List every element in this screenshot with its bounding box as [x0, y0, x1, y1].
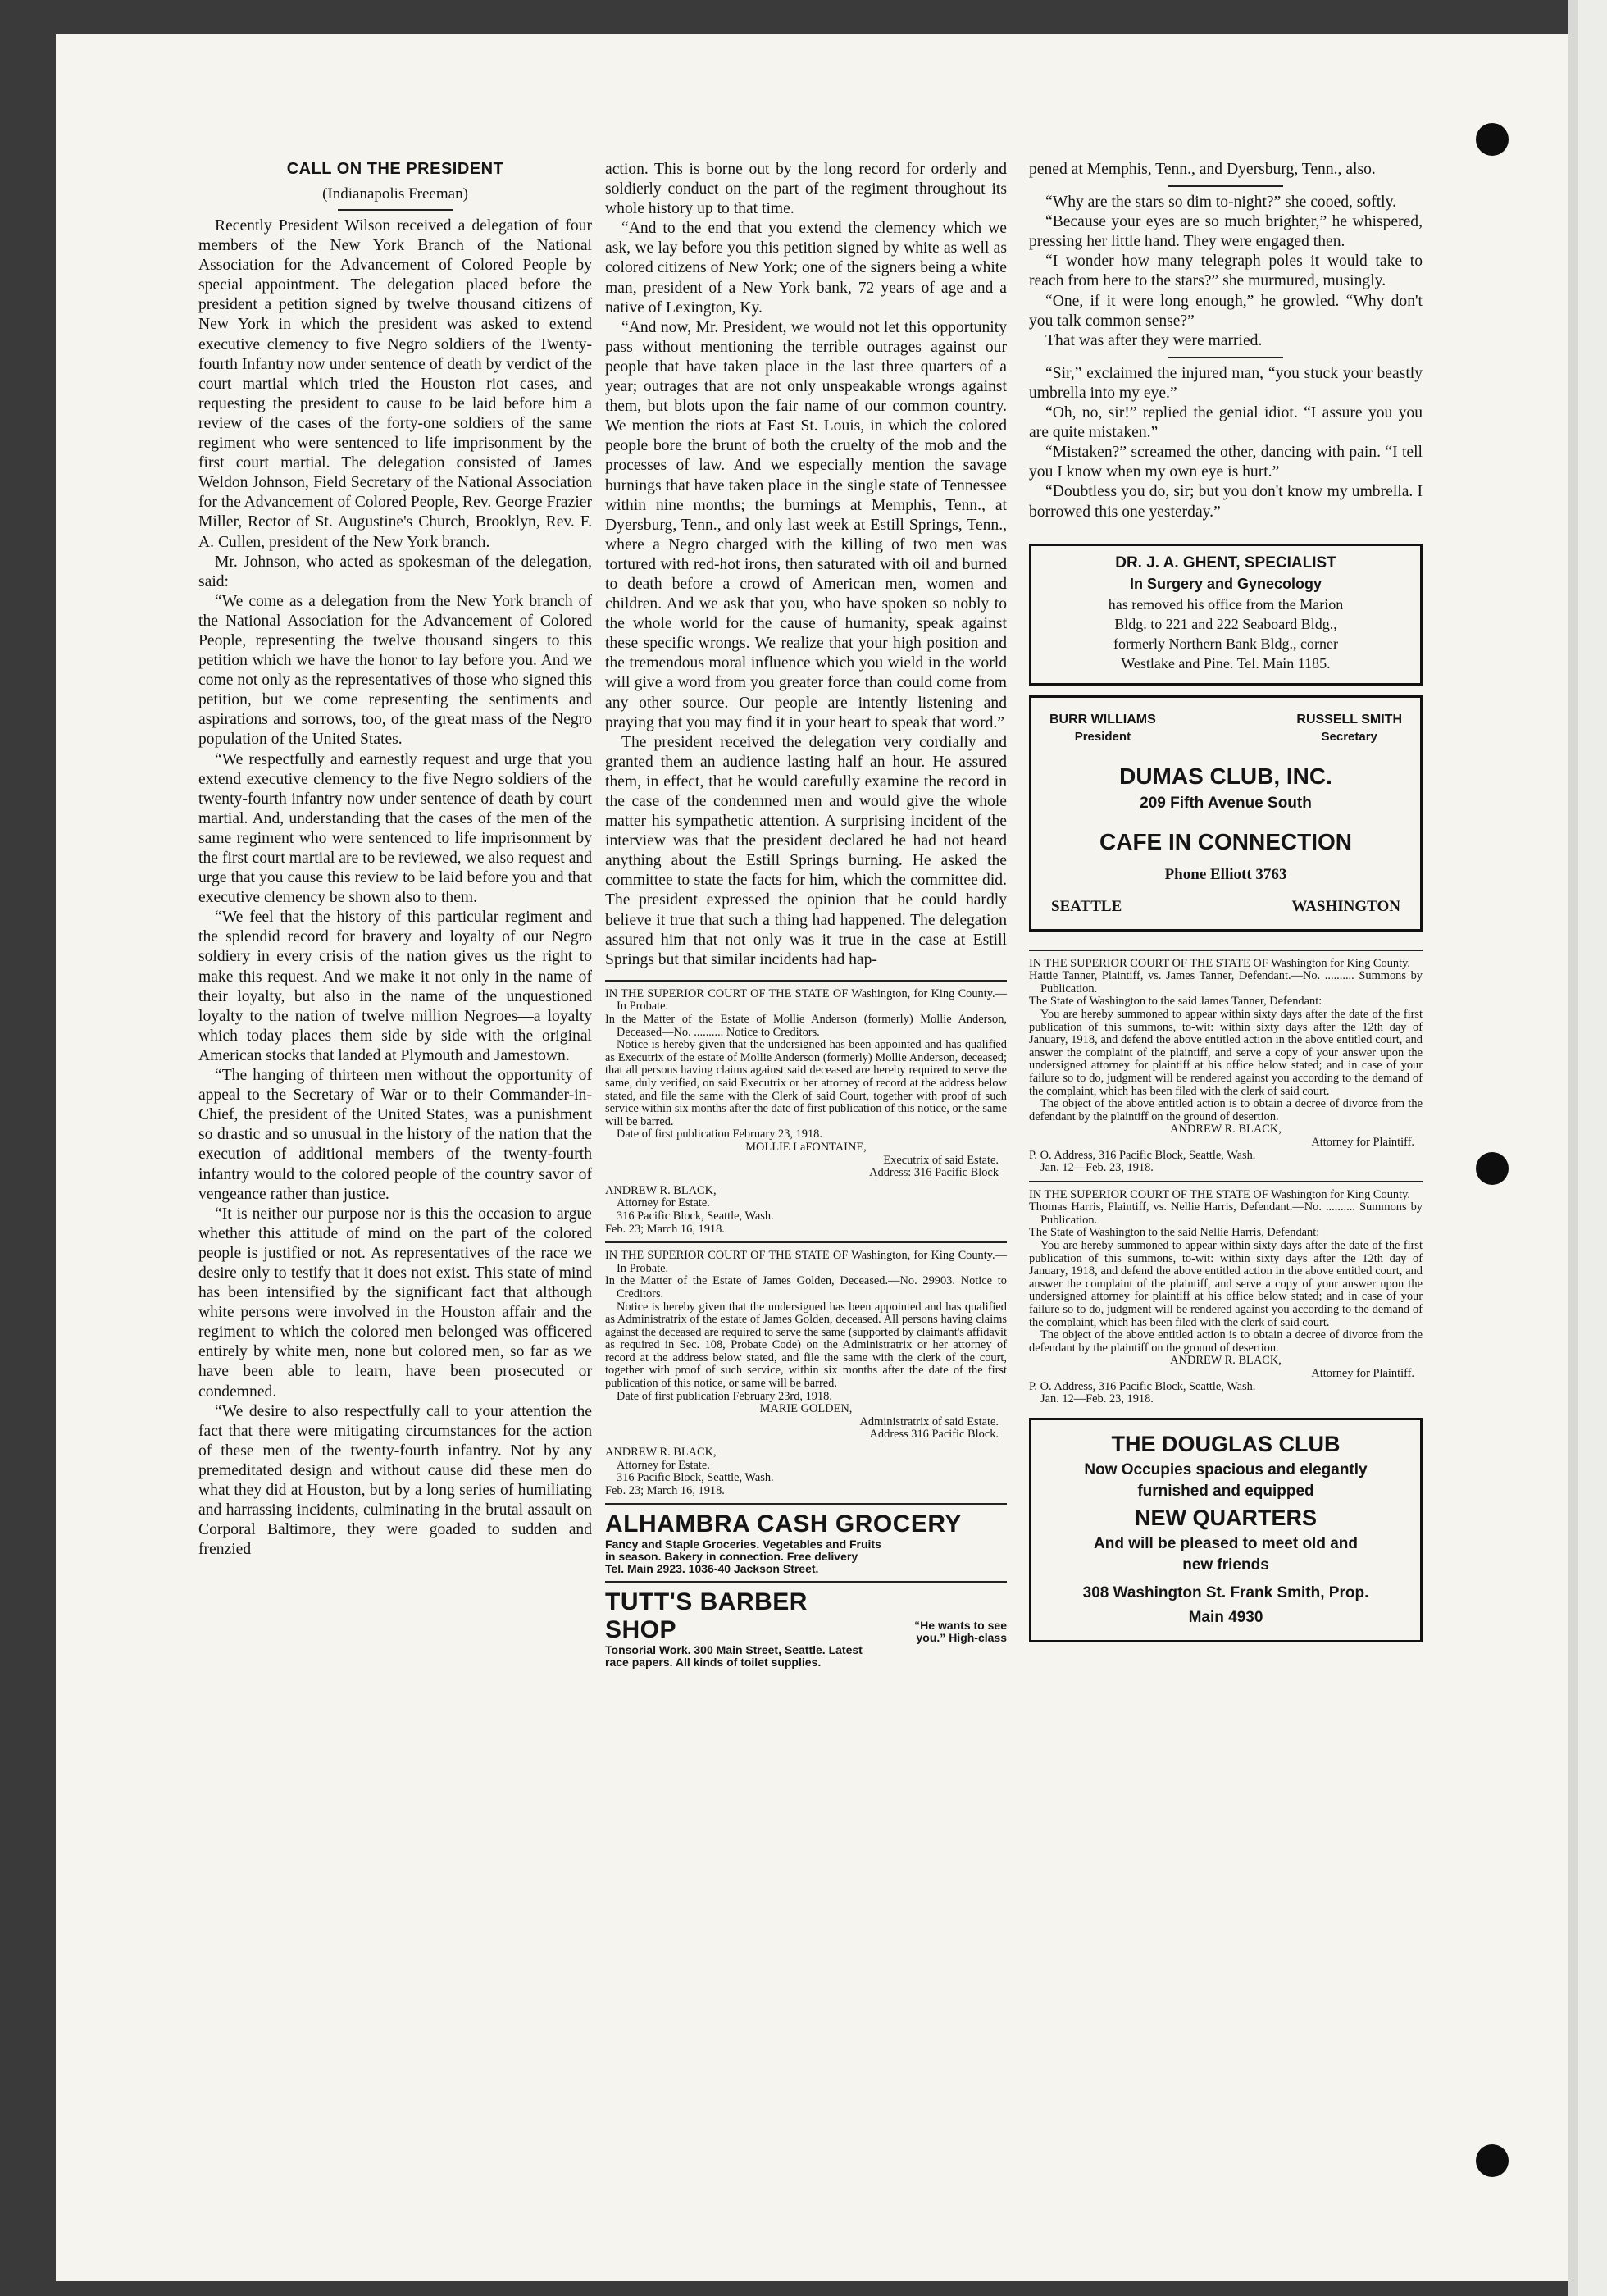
notice-po-address: P. O. Address, 316 Pacific Block, Seattle, Wash. — [1029, 1379, 1256, 1393]
notice-heading: IN THE SUPERIOR COURT OF THE STATE OF Washington for King County. — [1029, 956, 1410, 970]
notice-signer-role: Administratrix of said Estate. — [859, 1414, 999, 1428]
notice-signer: MOLLIE LaFONTAINE, — [745, 1140, 867, 1154]
ad-ghent-line: formerly Northern Bank Bldg., corner — [1113, 635, 1338, 652]
notice-attorney-role: Attorney for Plaintiff. — [1311, 1367, 1414, 1380]
notice-run-dates: Jan. 12—Feb. 23, 1918. — [1040, 1392, 1154, 1406]
notice-signer-role: Executrix of said Estate. — [883, 1153, 999, 1167]
divider — [1168, 185, 1283, 187]
ad-alhambra-line: Tel. Main 2923. 1036-40 Jackson Street. — [605, 1562, 819, 1576]
notice-parties: Thomas Harris, Plaintiff, vs. Nellie Harris, Defendant.—No. .......... Summons by Publication. — [1029, 1200, 1423, 1227]
notice-run-dates: Feb. 23; March 16, 1918. — [605, 1222, 725, 1236]
ad-alhambra-grocery — [605, 1510, 1007, 1575]
notice-date: Date of first publication February 23, 1918. — [617, 1128, 822, 1141]
ad-tutts-barber-shop — [605, 1588, 1007, 1669]
notice-body: You are hereby summoned to appear within sixty days after the date of the first publication of this summons, to-wit: within sixty days after the 12th day of January, 1918, and defend the above entitled action in the above entitled court, and answer the complaint of the plaintiff, and serve a copy of your answer upon the undersigned attorney for plaintiff at his office below stated; and in case of your failure so to do, judgment will be rendered against you according to the demand of the complaint, which has been filed with the clerk of said court. — [1029, 1007, 1423, 1098]
binder-hole — [1476, 2144, 1509, 2177]
article-paragraph: “And now, Mr. President, we would not let this opportunity pass without mentioning the terrible outrages against our people that have taken place in the last three quarters of a year; outrages that are not only unspeakable wrongs against them, but blots upon the fair name of our common country. We mention the riots at East St. Louis, in which the colored people bore the brunt of both the cruelty of the mob and the processes of law. And we especially mention the savage burnings that have taken place in the single state of Tennessee within nine months; the burnings at Memphis, Tenn., at Dyersburg, Tenn., and only last week at Estill Springs, Tenn., where a Negro charged with the killing of two men was tortured with red-hot irons, then saturated with oil and burned to death before a crowd of American men, women and children. And we ask that you, who have spoken so nobly to the whole world for the cause of humanity, speak against these specific wrongs. We realize that your high position and the tremendous moral influence which you wield in the world will give a word from you greater force than could come from any other source. Our people are intently listening and praying that you may find it in your heart to speak that word.” — [605, 318, 1007, 731]
article-paragraph: The president received the delegation very cordially and granted them an audience lasting half an hour. He assured them, in effect, that he would carefully examine the record in the case of the condemned men and would give the whole matter his sympathetic attention. A surprising incident of the interview was that the president declared he had not heard anything about the Estill Springs burning. He asked the committee to state the facts for him, which the committee did. The president expressed the opinion that he could hardly believe it true that such a thing had happened. The delegation assured him that not only was it true in the case at Estill Springs but that similar incidents had hap- — [605, 733, 1007, 968]
ad-ghent-specialty: In Surgery and Gynecology — [1129, 575, 1322, 592]
article-paragraph: “We respectfully and earnestly request and urge that you extend executive clemency to the five Negro soldiers of the twenty-fourth infantry now under sentence of death by court martial. And, understanding that the cases of the men of the same regiment who were sentenced to life imprisonment by the first court martial are to be reviewed, we also request and urge that you cause this review to be laid before you and that executive clemency be shown also to them. — [198, 750, 592, 907]
ad-dumas-state: WASHINGTON — [1291, 897, 1400, 915]
notice-attorney-address: 316 Pacific Block, Seattle, Wash. — [617, 1209, 774, 1223]
ad-tutt-line: High-class — [949, 1631, 1007, 1645]
column-1 — [198, 160, 592, 1560]
binder-hole — [1476, 1152, 1509, 1185]
notice-attorney-role: Attorney for Plaintiff. — [1311, 1135, 1414, 1149]
notice-object: The object of the above entitled action is to obtain a decree of divorce from the defendant by the plaintiff on the ground of desertion. — [1029, 1097, 1423, 1123]
binder-hole — [1476, 123, 1509, 156]
ad-tutt-slogan: “He wants to see you.” — [914, 1619, 1007, 1645]
ad-douglas-club — [1029, 1418, 1423, 1642]
notice-attorney: ANDREW R. BLACK, — [605, 1446, 717, 1460]
ad-dr-ghent — [1029, 544, 1423, 686]
notice-run-dates: Feb. 23; March 16, 1918. — [605, 1483, 725, 1497]
article-paragraph: “We feel that the history of this particular regiment and the splendid record for bravery and loyalty of our Negro soldiery in every crisis of the nation gives us the right to make this request. And we make it not only in the name of their loyalty, but also in the name of the unquestioned loyalty to the nation of twelve million Negroes—a loyalty which today places them side by side with the original American stocks that landed at Plymouth and Jamestown. — [198, 909, 592, 1064]
ad-dumas-secretary-title: Secretary — [1321, 729, 1377, 744]
divider — [1029, 950, 1423, 951]
ad-alhambra-line: in season. Bakery in connection. Free delivery — [605, 1550, 858, 1564]
notice-addressee: The State of Washington to the said James Tanner, Defendant: — [1029, 995, 1322, 1009]
ad-dumas-cafe: CAFE IN CONNECTION — [1099, 828, 1352, 854]
notice-matter: In the Matter of the Estate of Mollie Anderson (formerly) Mollie Anderson, Deceased—No. .......... Notice to Creditors. — [605, 1013, 1007, 1039]
ad-douglas-phone: Main 4930 — [1188, 1608, 1263, 1626]
article-paragraph: “It is neither our purpose nor is this the occasion to argue whether this attitude of mind on the part of the colored people is justified or not. As representatives of the race we desire only to testify that it does not exist. This state of mind has been intensified by the significant fact that although white persons were involved in the Houston affair and the regiment to which the colored men belonged was officered entirely by white men, none but colored men, so far as we have been able to learn, have been prosecuted or condemned. — [198, 1205, 592, 1401]
ad-douglas-quarters: NEW QUARTERS — [1135, 1505, 1317, 1530]
joke-paragraph: That was after they were married. — [1045, 331, 1263, 349]
notice-attorney: ANDREW R. BLACK, — [605, 1183, 717, 1197]
legal-notice-tanner — [1029, 958, 1423, 1175]
joke-paragraph: “Doubtless you do, sir; but you don't know my umbrella. I borrowed this one yesterday.” — [1029, 483, 1423, 521]
ad-tutt-name: TUTT'S BARBER SHOP — [605, 1588, 808, 1644]
ad-douglas-address: 308 Washington St. Frank Smith, Prop. — [1082, 1583, 1369, 1601]
notice-signer-address: Address: 316 Pacific Block — [869, 1166, 999, 1180]
notice-po-address: P. O. Address, 316 Pacific Block, Seattle, Wash. — [1029, 1148, 1256, 1162]
notice-attorney-address: 316 Pacific Block, Seattle, Wash. — [617, 1471, 774, 1485]
joke-paragraph: “Why are the stars so dim to-night?” she cooed, softly. — [1045, 194, 1397, 212]
ad-douglas-name: THE DOUGLAS CLUB — [1111, 1431, 1341, 1456]
joke-paragraph: “Because your eyes are so much brighter,” he whispered, pressing her little hand. They were engaged then. — [1029, 213, 1423, 251]
article-paragraph: “We desire to also respectfully call to your attention the fact that there were mitigating circumstances for the action of these men of the twenty-fourth infantry. Not by any premeditated design and without cause did these men do what they did at Houston, but by a long series of humiliating and harrassing incidents, culminating in the brutal assault on Corporal Baltimore, they were goaded to sudden and frenzied — [198, 1402, 592, 1559]
notice-heading: IN THE SUPERIOR COURT OF THE STATE OF Washington for King County. — [1029, 1187, 1410, 1201]
ad-douglas-line: Now Occupies spacious and elegantly — [1084, 1460, 1368, 1478]
article-title: CALL ON THE PRESIDENT — [286, 160, 504, 178]
notice-attorney-role: Attorney for Estate. — [617, 1196, 710, 1210]
ad-dumas-city: SEATTLE — [1051, 897, 1122, 915]
article-paragraph: action. This is borne out by the long record for orderly and soldierly conduct on the part of the regiment throughout its whole history up to that time. — [605, 161, 1007, 218]
column-2 — [605, 160, 1007, 1669]
ad-ghent-headline: DR. J. A. GHENT, SPECIALIST — [1115, 554, 1336, 572]
ad-douglas-line: new friends — [1182, 1556, 1269, 1574]
article-paragraph: Recently President Wilson received a delegation of four members of the New York Branch of the National Association for the Advancement of Colored People by special appointment. The delegation placed before the president a petition signed by twelve thousand citizens of New York in which the president was asked to extend executive clemency to five Negro soldiers of the Twenty-fourth Infantry now under sentence of death by verdict of the court martial which tried the Houston riot cases, and requesting the president to cause to be laid before him a review of the cases of the forty-one soldiers of the same regiment who were sentenced to life imprisonment by the first court martial. The delegation consisted of James Weldon Johnson, Field Secretary of the National Association for the Advancement of Colored People, Rev. George Frazier Miller, Rector of St. Augustine's Church, Brooklyn, Rev. F. A. Cullen, president of the New York branch. — [198, 217, 592, 551]
notice-date: Date of first publication February 23rd, 1918. — [617, 1389, 832, 1403]
joke-paragraph: “One, if it were long enough,” he growled. “Why don't you talk common sense?” — [1029, 292, 1423, 330]
divider — [338, 209, 453, 211]
divider — [605, 1241, 1007, 1243]
notice-body: Notice is hereby given that the undersigned has been appointed and has qualified as Administratrix of the estate of James Golden, deceased. All persons having claims against the deceased are required to serve the same (supported by claimant's affidavit as required in Sec. 108, Probate Code) on the Administratrix or her attorney of record at the address below stated, and file the same with the clerk of the court, together with proof of such service, within six months after the date of the first publication of this notice, or same will be barred. — [605, 1300, 1007, 1391]
ad-douglas-line: And will be pleased to meet old and — [1094, 1534, 1358, 1552]
ad-ghent-line: Bldg. to 221 and 222 Seaboard Bldg., — [1114, 615, 1337, 632]
notice-heading: IN THE SUPERIOR COURT OF THE STATE OF Washington, for King County.—In Probate. — [605, 986, 1007, 1014]
article-paragraph: “We come as a delegation from the New York branch of the National Association for the Advancement of Colored People, representing the twelve thousand singers to this petition which we have the honor to lay before you. And we come not only as the representatives of those who signed this petition, but we come representing the sentiments and aspirations and sorrows, too, of the great mass of the Negro population of the United States. — [198, 592, 592, 749]
notice-addressee: The State of Washington to the said Nellie Harris, Defendant: — [1029, 1226, 1320, 1240]
divider — [605, 980, 1007, 982]
ad-tutt-line: Tonsorial Work. 300 Main Street, Seattle. Latest — [605, 1643, 863, 1657]
notice-attorney: ANDREW R. BLACK, — [1170, 1123, 1282, 1137]
article-paragraph: Mr. Johnson, who acted as spokesman of the delegation, said: — [198, 553, 592, 590]
legal-notice-harris — [1029, 1189, 1423, 1406]
notice-matter: In the Matter of the Estate of James Golden, Deceased.—No. 29903. Notice to Creditors. — [605, 1274, 1007, 1301]
ad-ghent-line: has removed his office from the Marion — [1108, 595, 1344, 613]
ad-dumas-secretary-name: RUSSELL SMITH — [1296, 712, 1402, 727]
article-paragraph: “And to the end that you extend the clemency which we ask, we lay before you this petition signed by white as well as colored citizens of New York; one of the signers being a white man, president of a New York bank, 72 years of age and a native of Lexington, Ky. — [605, 220, 1007, 317]
joke-paragraph: “Mistaken?” screamed the other, dancing with pain. “I tell you I know when my own eye is hurt.” — [1029, 444, 1423, 481]
divider — [605, 1581, 1007, 1583]
ad-ghent-line: Westlake and Pine. Tel. Main 1185. — [1121, 654, 1331, 672]
notice-signer: MARIE GOLDEN, — [759, 1402, 853, 1416]
notice-run-dates: Jan. 12—Feb. 23, 1918. — [1040, 1161, 1154, 1175]
joke-paragraph: “Oh, no, sir!” replied the genial idiot. “I assure you you are quite mistaken.” — [1029, 404, 1423, 442]
article-paragraph: pened at Memphis, Tenn., and Dyersburg, Tenn., also. — [1029, 161, 1376, 178]
column-3 — [1029, 160, 1423, 1642]
notice-body: Notice is hereby given that the undersigned has been appointed and has qualified as Executrix of the estate of Mollie Anderson (formerly) Mollie Anderson, deceased; that all persons having claims against said deceased are hereby required to serve the same, duly verified, on said Executrix or her attorney of record at the address below stated, and file the same with the Clerk of said Court, together with proof of such service within six months after the date of first publication of this notice, or the same will be barred. — [605, 1038, 1007, 1128]
ad-alhambra-name: ALHAMBRA CASH GROCERY — [605, 1510, 962, 1538]
ad-dumas-address: 209 Fifth Avenue South — [1140, 794, 1312, 812]
notice-heading: IN THE SUPERIOR COURT OF THE STATE OF Washington, for King County.—In Probate. — [605, 1249, 1007, 1275]
notice-parties: Hattie Tanner, Plaintiff, vs. James Tanner, Defendant.—No. .......... Summons by Publication. — [1029, 969, 1423, 995]
notice-body: You are hereby summoned to appear within sixty days after the date of the first publication of this summons, to-wit: within sixty days after the 12th day of January, 1918, and defend the above entitled action in the above entitled court, and answer the complaint of the plaintiff, and serve a copy of your answer upon the undersigned attorney for plaintiff at his office below stated; and in case of your failure so to do, judgment will be rendered against you according to the demand of the complaint, which has been filed with the clerk of said court. — [1029, 1239, 1423, 1329]
ad-dumas-president-name: BURR WILLIAMS — [1049, 712, 1156, 727]
divider — [605, 1503, 1007, 1505]
ad-dumas-name: DUMAS CLUB, INC. — [1119, 763, 1332, 789]
legal-notice-anderson — [605, 988, 1007, 1236]
ad-dumas-president-title: President — [1074, 729, 1131, 744]
ad-alhambra-line: Fancy and Staple Groceries. Vegetables and Fruits — [605, 1538, 881, 1551]
notice-attorney: ANDREW R. BLACK, — [1170, 1354, 1282, 1368]
notice-object: The object of the above entitled action is to obtain a decree of divorce from the defendant by the plaintiff on the ground of desertion. — [1029, 1328, 1423, 1355]
divider — [1168, 357, 1283, 358]
notice-attorney-role: Attorney for Estate. — [617, 1458, 710, 1472]
divider — [1029, 1181, 1423, 1182]
article-source: (Indianapolis Freeman) — [322, 185, 468, 203]
article-paragraph: “The hanging of thirteen men without the opportunity of appeal to the Secretary of War or to their Commander-in-Chief, the president of the United States, was a punishment so drastic and so unusual in the history of the nation that the execution of additional members of the twenty-fourth infantry would to the colored people of the country savor of vengeance rather than justice. — [198, 1067, 592, 1203]
ad-tutt-line: race papers. All kinds of toilet supplies. — [605, 1656, 822, 1670]
notice-signer-address: Address 316 Pacific Block. — [869, 1428, 999, 1442]
joke-paragraph: “Sir,” exclaimed the injured man, “you stuck your beastly umbrella into my eye.” — [1029, 364, 1423, 402]
ad-dumas-club — [1029, 695, 1423, 932]
ad-douglas-line: furnished and equipped — [1137, 1482, 1314, 1500]
legal-notice-golden — [605, 1250, 1007, 1497]
adjacent-page-sheet — [1578, 0, 1607, 2296]
ad-dumas-phone: Phone Elliott 3763 — [1164, 865, 1287, 883]
joke-paragraph: “I wonder how many telegraph poles it would take to reach from here to the stars?” she murmured, musingly. — [1029, 253, 1423, 290]
